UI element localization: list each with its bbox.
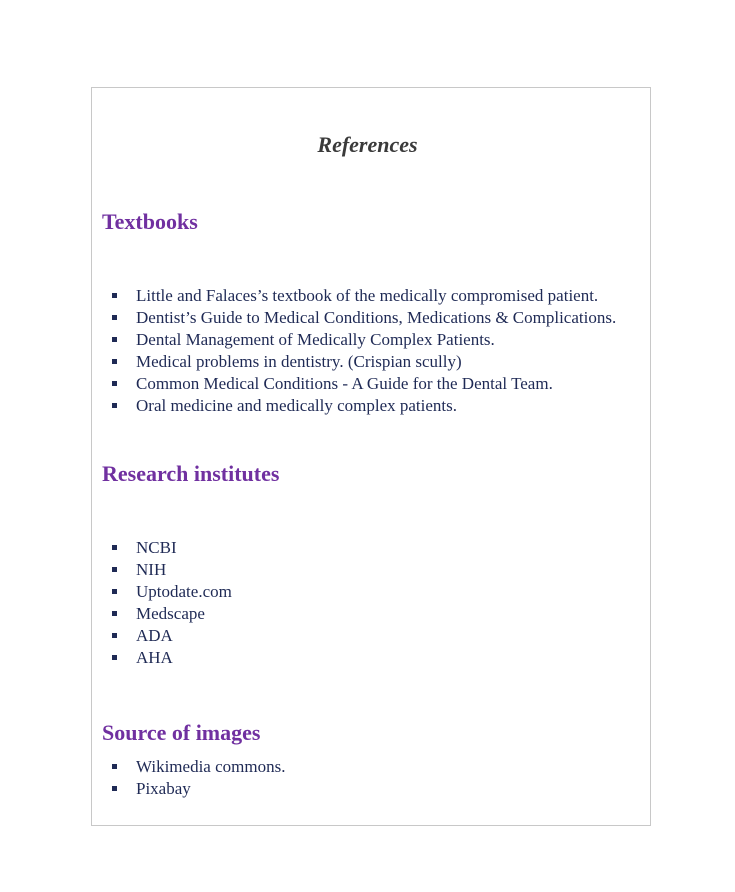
square-bullet-icon (112, 633, 117, 638)
list-item: AHA (108, 647, 232, 669)
section-heading-research-institutes: Research institutes (102, 461, 280, 486)
square-bullet-icon (112, 403, 117, 408)
list-item: ADA (108, 625, 232, 647)
list-item: NIH (108, 559, 232, 581)
list-item: Oral medicine and medically complex patients. (108, 395, 616, 417)
section-heading-source-of-images: Source of images (102, 720, 261, 745)
list-item: NCBI (108, 537, 232, 559)
document-title (0, 132, 735, 158)
square-bullet-icon (112, 315, 117, 320)
section-heading-textbooks: Textbooks (102, 209, 198, 234)
research-institutes-list (108, 537, 232, 669)
list-item: Medical problems in dentistry. (Crispian scully) (108, 351, 616, 373)
document-title-text: References (317, 132, 418, 157)
square-bullet-icon (112, 764, 117, 769)
square-bullet-icon (112, 567, 117, 572)
list-item: Common Medical Conditions - A Guide for the Dental Team. (108, 373, 616, 395)
square-bullet-icon (112, 655, 117, 660)
source-of-images-list (108, 756, 285, 800)
list-item: Medscape (108, 603, 232, 625)
square-bullet-icon (112, 337, 117, 342)
square-bullet-icon (112, 293, 117, 298)
square-bullet-icon (112, 786, 117, 791)
square-bullet-icon (112, 359, 117, 364)
list-item: Uptodate.com (108, 581, 232, 603)
textbooks-list (108, 285, 616, 417)
document-page (91, 87, 651, 826)
list-item: Wikimedia commons. (108, 756, 285, 778)
square-bullet-icon (112, 589, 117, 594)
list-item: Dental Management of Medically Complex Patients. (108, 329, 616, 351)
square-bullet-icon (112, 611, 117, 616)
list-item: Pixabay (108, 778, 285, 800)
square-bullet-icon (112, 381, 117, 386)
square-bullet-icon (112, 545, 117, 550)
list-item: Dentist’s Guide to Medical Conditions, Medications & Complications. (108, 307, 616, 329)
list-item: Little and Falaces’s textbook of the medically compromised patient. (108, 285, 616, 307)
